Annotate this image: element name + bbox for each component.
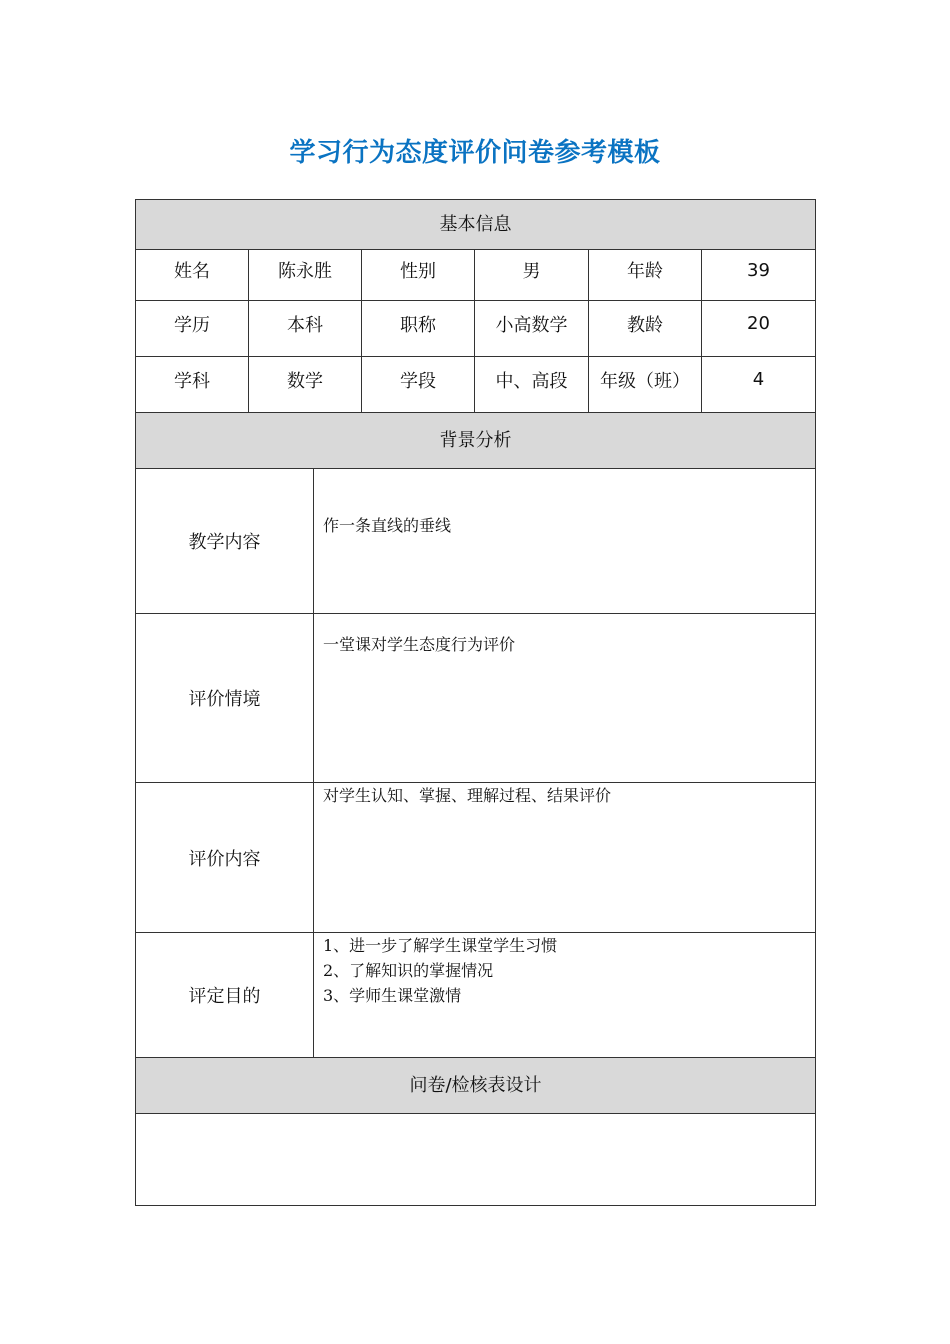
education-value: 本科 (249, 301, 362, 357)
stage-value: 中、高段 (475, 357, 589, 413)
document-title: 学习行为态度评价问卷参考模板 (289, 138, 661, 168)
teaching-years-label: 教龄 (589, 301, 702, 357)
subject-label: 学科 (136, 357, 249, 413)
evaluation-content-label: 评价内容 (136, 783, 314, 933)
background-header: 背景分析 (136, 413, 815, 469)
evaluation-table (135, 199, 816, 1206)
stage-label: 学段 (362, 357, 475, 413)
evaluation-content-value: 对学生认知、掌握、理解过程、结果评价 (314, 783, 815, 933)
design-header: 问卷/检核表设计 (136, 1058, 815, 1114)
basic-info-header: 基本信息 (136, 200, 815, 250)
title-rank-value: 小高数学 (475, 301, 589, 357)
teaching-content-value: 作一条直线的垂线 (314, 469, 815, 614)
evaluation-purpose-value: 1、进一步了解学生课堂学生习惯 2、了解知识的掌握情况 3、学师生课堂激情 (314, 933, 815, 1058)
education-label: 学历 (136, 301, 249, 357)
teaching-years-value: 20 (702, 301, 815, 357)
grade-class-value: 4 (702, 357, 815, 413)
gender-label: 性别 (362, 250, 475, 301)
design-content-area (136, 1114, 815, 1205)
evaluation-purpose-label: 评定目的 (136, 933, 314, 1058)
name-label: 姓名 (136, 250, 249, 301)
teaching-content-label: 教学内容 (136, 469, 314, 614)
age-value: 39 (702, 250, 815, 301)
title-rank-label: 职称 (362, 301, 475, 357)
subject-value: 数学 (249, 357, 362, 413)
name-value: 陈永胜 (249, 250, 362, 301)
age-label: 年龄 (589, 250, 702, 301)
grade-class-label: 年级（班） (589, 357, 702, 413)
evaluation-context-value: 一堂课对学生态度行为评价 (314, 614, 815, 783)
gender-value: 男 (475, 250, 589, 301)
evaluation-context-label: 评价情境 (136, 614, 314, 783)
